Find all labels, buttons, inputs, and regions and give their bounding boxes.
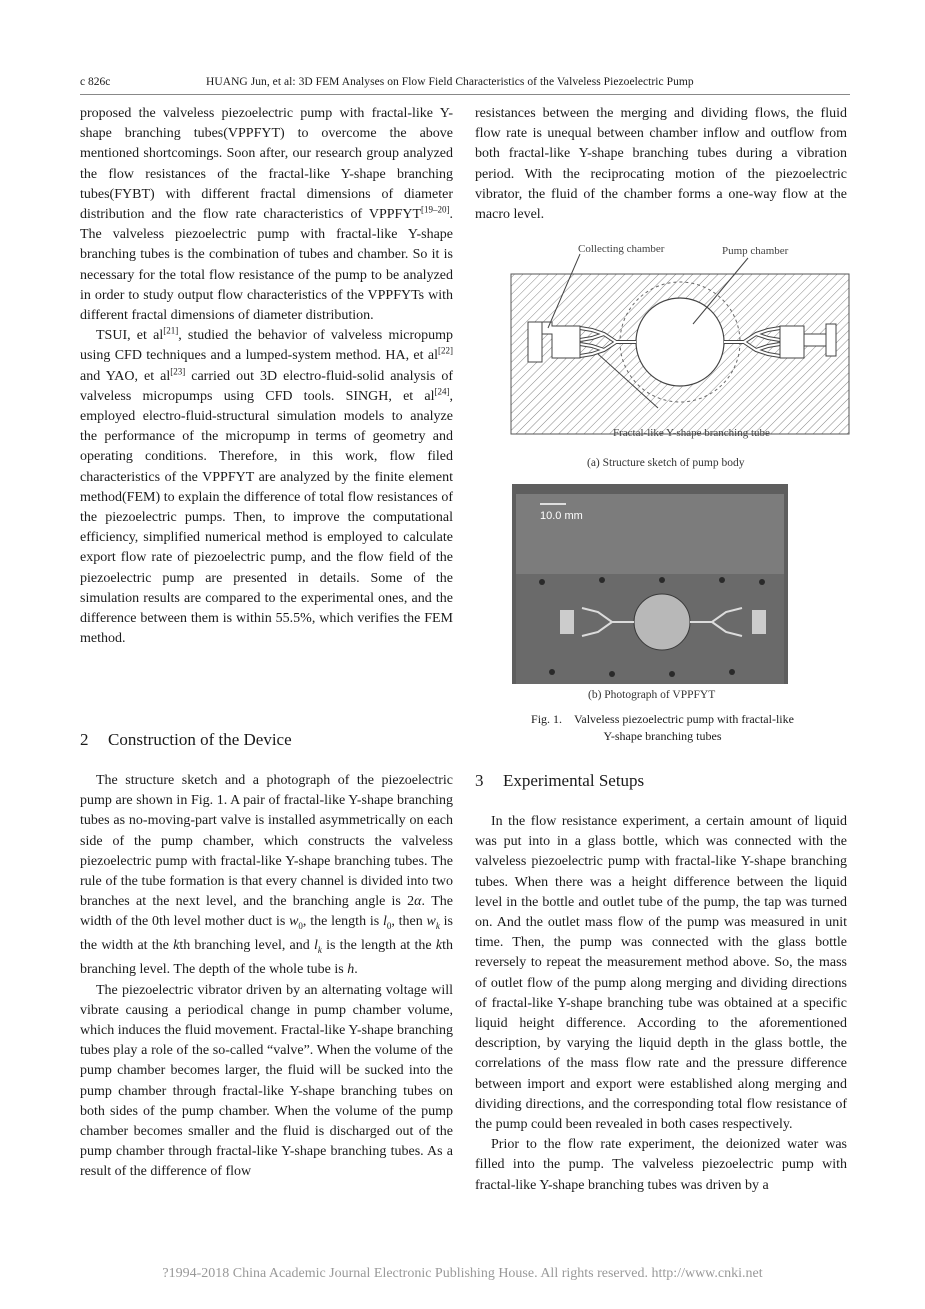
label-pump-chamber: Pump chamber (722, 245, 789, 257)
citation: [23] (170, 365, 186, 376)
copyright-footer: ?1994-2018 China Academic Journal Electronic Publishing House. All rights reserved. http://www.cnki.net (162, 1266, 763, 1281)
paragraph: TSUI, et al[21], studied the behavior of valveless micropump using CFD techniques and a lumped-system method. HA, et al[22] and YAO, et al[23] carried out 3D electro-fluid-solid analysis of valveless micropumps using CFD tools. SINGH, et al[24], employed electro-fluid-structural simulation models to analyze the performance of the micropump in terms of geometry and operating conditions. Therefore, in this work, flow filed characteristics of the VPPFYT are analyzed by the finite element method(FEM) to explain the difference of total flow resistances of the piezoelectric pumps. Then, to improve the computational efficiency, simplified numerical method is employed to calculate export flow rate of piezoelectric pump, and the flow field of the piezoelectric pump are presented in details. Some of the simulation results are compared to the experimental ones, and the difference between them is within 55.5%, which verifies the FEM method. (80, 325, 453, 647)
subfigure-b-caption: (b) Photograph of VPPFYT (588, 689, 716, 701)
left-column-top (80, 104, 453, 649)
label-branching-tube: Fractal-like Y-shape branching tube (613, 427, 770, 439)
running-header (80, 76, 850, 94)
photo-pump-chamber (634, 594, 690, 650)
figure-caption: Fig. 1. Valveless piezoelectric pump with fractal-like Y-shape branching tubes (531, 712, 794, 743)
pump-chamber-circle (636, 298, 724, 386)
subfigure-a-caption: (a) Structure sketch of pump body (587, 457, 745, 469)
header-rule (80, 94, 850, 95)
paragraph: The piezoelectric vibrator driven by an alternating voltage will vibrate causing a periodical change in pump chamber volume, which induces the fluid movement. Fractal-like Y-shape branching tubes play a role of the so-called “valve”. When the volume of the pump chamber becomes larger, the fluid will be sucked into the pump chamber through fractal-like Y-shape branching tubes on both sides of the pump chamber. When the volume of the pump chamber becomes smaller and the fluid is discharged out of the pump chamber through fractal-like Y-shape branching tubes. As a result of the difference of flow (80, 982, 453, 1180)
left-column-bottom (80, 771, 453, 1183)
citation: [22] (438, 345, 453, 356)
paragraph: proposed the valveless piezoelectric pump with fractal-like Y-shape branching tubes(VPPFYT) to overcome the above mentioned shortcomings. Soon after, our research group analyzed the flow resistances of the fractal-like Y-shape branching tubes(FYBT) with different fractal dimensions of diameter distribution and the flow rate characteristics of VPPFYT[19–20]. The valveless piezoelectric pump with fractal-like Y-shape branching tubes is the combination of tubes and chamber. So it is necessary for the total flow resistance of the pump to be analyzed in order to study output flow characteristics of the VPPFYTs with different fractal dimensions of diameter distribution. (80, 106, 453, 324)
citation: [19–20] (421, 204, 450, 215)
page-number: c 826c (80, 76, 111, 88)
right-column-bottom (475, 812, 847, 1196)
right-column-top (475, 104, 847, 225)
paragraph: The structure sketch and a photograph of the piezoelectric pump are shown in Fig. 1. A pair of fractal-like Y-shape branching tubes as no-moving-part valve is installed asymmetrically on each side of the pump chamber, which constructs the valveless piezoelectric pump with fractal-like Y-shape branching tubes. The rule of the tube formation is that every channel is divided into two branches at the next level, and the branching angle is 2α. The width of the 0th level mother duct is $w_0$, the length is $l_0$, then $w_k$ is the width at the kth branching level, and $l_k$ is the length at the kth branching level. The depth of the whole tube is h. (80, 773, 454, 978)
section-heading: 3 Experimental Setups (475, 771, 645, 790)
citation: [21] (163, 325, 179, 336)
citation: [24] (434, 386, 450, 397)
paragraph: Prior to the flow rate experiment, the deionized water was filled into the pump. The valveless piezoelectric pump with fractal-like Y-shape branching tubes was driven by a (475, 1137, 847, 1193)
scale-label: 10.0 mm (540, 510, 583, 522)
paragraph: resistances between the merging and dividing flows, the fluid flow rate is unequal between chamber inflow and outflow from both fractal-like Y-shape branching tubes during a vibration period. With the reciprocating motion of the piezoelectric vibrator, the fluid of the chamber forms a one-way flow at the macro level. (475, 106, 847, 223)
label-collecting-chamber: Collecting chamber (578, 243, 665, 255)
figure-photograph (512, 484, 788, 704)
running-title: HUANG Jun, et al: 3D FEM Analyses on Flow Field Characteristics of the Valveless Piezoelectric Pump (206, 76, 694, 88)
paragraph: In the flow resistance experiment, a certain amount of liquid was put into in a glass bottle, which was connected with the valveless piezoelectric pump with fractal-like Y-shape branching tubes. When there was a height difference between the liquid level in the bottle and outlet tube of the pump, the tap was turned on. And the outlet mass flow of the pump was measured in unit time. Then, the pump was connected with the glass bottle reversely to repeat the measurement method above. So, the mass of outlet flow of the pump along merging and dividing directions of fractal-like Y-shape branching tube was obtained at a specific liquid height difference. According to the aforementioned description, by varying the liquid depth in the glass bottle, the correlations of the mass flow rate and the pressure difference between import and export were established along merging and dividing directions, and the corresponding total flow resistance of the pump could been revealed in both cases respectively. (475, 814, 847, 1133)
section-heading: 2 Construction of the Device (80, 730, 292, 749)
figure-structure-sketch (508, 238, 853, 478)
